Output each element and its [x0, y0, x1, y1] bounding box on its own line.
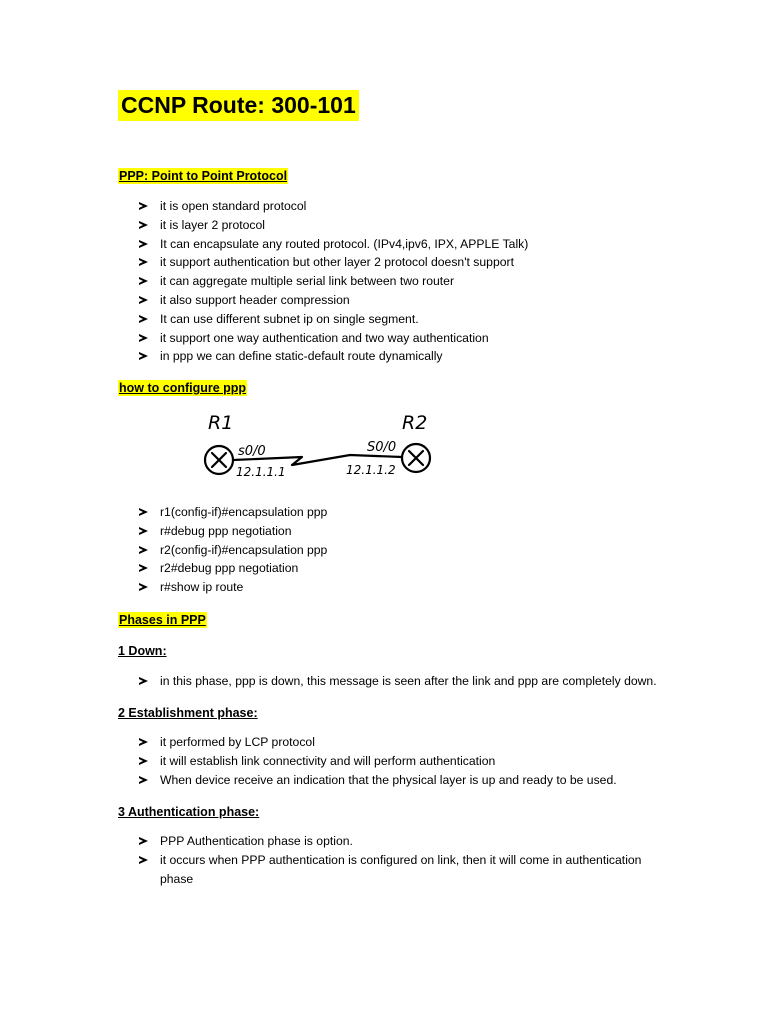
arrow-bullet-icon	[138, 310, 152, 329]
phase2-list	[138, 733, 617, 789]
arrow-bullet-icon	[138, 771, 152, 790]
list-item: It can use different subnet ip on single segment.	[138, 310, 528, 329]
arrow-bullet-icon	[138, 559, 152, 578]
arrow-bullet-icon	[138, 272, 152, 291]
r2-label: R2	[402, 412, 428, 434]
arrow-bullet-icon	[138, 541, 152, 560]
list-item: r#debug ppp negotiation	[138, 522, 327, 541]
arrow-bullet-icon	[138, 253, 152, 272]
arrow-bullet-icon	[138, 216, 152, 235]
arrow-bullet-icon	[138, 851, 152, 870]
arrow-bullet-icon	[138, 329, 152, 348]
arrow-bullet-icon	[138, 832, 152, 851]
phase1-heading: 1 Down:	[118, 644, 167, 658]
phase3-list	[138, 832, 641, 888]
configure-heading: how to configure ppp	[119, 381, 247, 395]
arrow-bullet-icon	[138, 197, 152, 216]
arrow-bullet-icon	[138, 291, 152, 310]
config-commands-list	[138, 503, 327, 597]
list-item: r#show ip route	[138, 578, 327, 597]
list-item: it will establish link connectivity and will perform authentication	[138, 752, 617, 771]
list-item: r2#debug ppp negotiation	[138, 559, 327, 578]
phase2-heading: 2 Establishment phase:	[118, 706, 258, 720]
list-item-continuation: phase	[160, 871, 194, 886]
list-item: When device receive an indication that the physical layer is up and ready to be used.	[138, 771, 617, 790]
phase1-list	[138, 672, 657, 691]
list-item: it can aggregate multiple serial link between two router	[138, 272, 528, 291]
ppp-features-list	[138, 197, 528, 366]
arrow-bullet-icon	[138, 347, 152, 366]
arrow-bullet-icon	[138, 672, 152, 691]
r2-router-icon	[402, 444, 430, 472]
r1-interface-label: s0/0	[238, 444, 266, 459]
list-item: It can encapsulate any routed protocol. (IPv4,ipv6, IPX, APPLE Talk)	[138, 235, 528, 254]
list-item: it support one way authentication and two way authentication	[138, 329, 528, 348]
arrow-bullet-icon	[138, 578, 152, 597]
arrow-bullet-icon	[138, 235, 152, 254]
list-item: r1(config-if)#encapsulation ppp	[138, 503, 327, 522]
r2-interface-label: S0/0	[367, 440, 397, 455]
list-item: r2(config-if)#encapsulation ppp	[138, 541, 327, 560]
list-item: it occurs when PPP authentication is configured on link, then it will come in authentication	[138, 851, 641, 870]
list-item: in ppp we can define static-default route dynamically	[138, 347, 528, 366]
ppp-heading: PPP: Point to Point Protocol	[119, 169, 288, 183]
list-item: it performed by LCP protocol	[138, 733, 617, 752]
r1-ip-label: 12.1.1.1	[236, 465, 286, 479]
arrow-bullet-icon	[138, 733, 152, 752]
list-item: PPP Authentication phase is option.	[138, 832, 641, 851]
phases-heading: Phases in PPP	[119, 613, 206, 627]
ppp-topology-diagram	[190, 405, 450, 485]
list-item: it is open standard protocol	[138, 197, 528, 216]
list-item: it is layer 2 protocol	[138, 216, 528, 235]
phase3-heading: 3 Authentication phase:	[118, 805, 260, 819]
arrow-bullet-icon	[138, 752, 152, 771]
page-title: CCNP Route: 300-101	[118, 90, 359, 121]
list-item: in this phase, ppp is down, this message is seen after the link and ppp are completely down.	[138, 672, 657, 691]
r2-ip-label: 12.1.1.2	[346, 463, 396, 477]
list-item: it support authentication but other layer 2 protocol doesn't support	[138, 253, 528, 272]
arrow-bullet-icon	[138, 503, 152, 522]
list-item: it also support header compression	[138, 291, 528, 310]
r1-label: R1	[208, 412, 234, 434]
r1-router-icon	[205, 446, 233, 474]
arrow-bullet-icon	[138, 522, 152, 541]
